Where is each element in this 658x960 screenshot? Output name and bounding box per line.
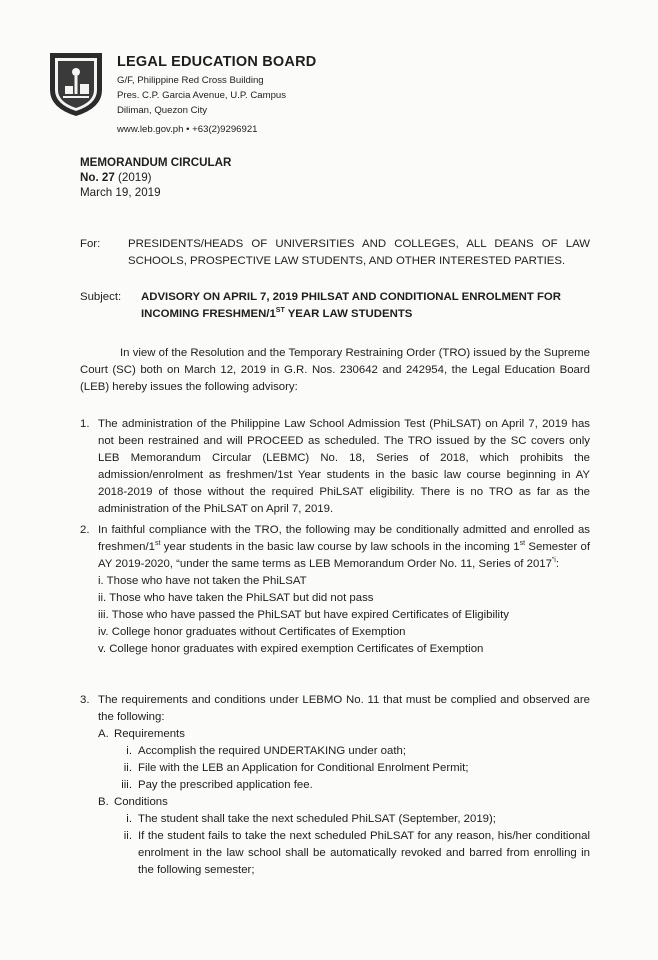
list-text: College honor graduates without Certificates of Exemption xyxy=(111,626,406,638)
group-title: Requirements xyxy=(114,728,185,740)
for-label: For: xyxy=(80,238,101,250)
list-label: iii. xyxy=(98,609,109,621)
for-text: PRESIDENTS/HEADS OF UNIVERSITIES AND COLLEGES, ALL DEANS OF LAW SCHOOLS, PROSPECTIVE LAW STUDENTS, AND OTHER INTERESTED PARTIES. xyxy=(128,238,590,267)
item-text: The requirements and conditions under LEBMO No. 11 that must be complied and observed are the following: xyxy=(98,694,590,723)
advisory-item-1 xyxy=(80,416,590,518)
organization-name: LEGAL EDUCATION BOARD xyxy=(117,54,317,70)
subject-line-2 xyxy=(141,306,590,323)
subject-label: Subject: xyxy=(80,291,122,303)
list-item xyxy=(98,641,590,658)
list-item xyxy=(114,811,590,828)
group-label: B. xyxy=(98,796,109,808)
memo-number-year: (2019) xyxy=(114,171,152,184)
item-text-part: : xyxy=(555,558,560,570)
item-text xyxy=(98,522,590,573)
list-text: Accomplish the required UNDERTAKING under oath; xyxy=(138,745,407,757)
memo-title: MEMORANDUM CIRCULAR xyxy=(80,156,232,169)
memo-number-label: No. 27 xyxy=(80,171,115,184)
superscript: st xyxy=(154,540,161,548)
list-text: Pay the prescribed application fee. xyxy=(138,779,313,791)
list-text: The student shall take the next scheduled PhiLSAT (September, 2019); xyxy=(138,813,496,825)
list-label: iii. xyxy=(121,779,132,791)
list-label: iv. xyxy=(98,626,109,638)
eligible-list xyxy=(98,573,590,658)
item-text: The administration of the Philippine Law School Admission Test (PhiLSAT) on April 7, 2019 has not been restrained and will PROCEED as scheduled. The TRO issued by the SC covers only LEB Memorandum Circular (LEBMC) No. 18, Series of 2018, which prohibits the admission/enrolment as freshmen/1st Year students in the basic law course beginning in AY 2018-2019 of those without the required PhiLSAT eligibility. There is no TRO as far as the administration of the PhiLSAT on April 7, 2019. xyxy=(98,418,590,515)
list-item xyxy=(114,777,590,794)
superscript: st xyxy=(519,540,526,548)
list-text: Those who have passed the PhiLSAT but have expired Certificates of Eligibility xyxy=(111,609,509,621)
address-line: Diliman, Quezon City xyxy=(117,105,208,116)
advisory-item-2 xyxy=(80,522,590,658)
list-text: If the student fails to take the next scheduled PhiLSAT for any reason, his/her conditional enrolment in the law school shall be automatically revoked and barred from enrolling in the following semester; xyxy=(138,830,590,876)
list-item xyxy=(114,828,590,879)
leb-seal-icon xyxy=(47,50,105,118)
list-text: College honor graduates with expired exemption Certificates of Exemption xyxy=(109,643,484,655)
list-label: ii. xyxy=(98,592,107,604)
subject-text xyxy=(141,289,590,323)
item-text-part: In faithful compliance with the TRO, the following may be conditionally admitted and enrolled as freshmen/1 xyxy=(98,524,590,553)
list-label: ii. xyxy=(123,762,132,774)
subject-line-1: ADVISORY ON APRIL 7, 2019 PHILSAT AND CONDITIONAL ENROLMENT FOR xyxy=(141,291,562,303)
for-section xyxy=(80,236,590,270)
list-item xyxy=(98,573,590,590)
list-text: File with the LEB an Application for Conditional Enrolment Permit; xyxy=(138,762,469,774)
item-number: 2. xyxy=(80,524,90,536)
subject-line-2-b: YEAR LAW STUDENTS xyxy=(284,308,413,320)
address-line: G/F, Philippine Red Cross Building xyxy=(117,75,264,86)
list-text: Those who have taken the PhiLSAT but did not pass xyxy=(109,592,374,604)
list-text: Those who have not taken the PhiLSAT xyxy=(106,575,307,587)
conditions-group xyxy=(98,794,590,811)
item-number: 3. xyxy=(80,694,90,706)
address-line: Pres. C.P. Garcia Avenue, U.P. Campus xyxy=(117,90,287,101)
item-text-part: Semester of AY 2019-2020, “under the same terms as LEB Memorandum Order No. 11, Series of 2017 xyxy=(98,541,590,570)
subject-superscript: ST xyxy=(275,307,285,315)
group-title: Conditions xyxy=(114,796,168,808)
list-item xyxy=(98,624,590,641)
list-item xyxy=(114,743,590,760)
subject-section xyxy=(80,289,590,323)
footnote-marker: ”i xyxy=(551,557,556,565)
letterhead xyxy=(47,50,607,150)
requirements-group xyxy=(98,726,590,743)
list-label: v. xyxy=(98,643,107,655)
list-item xyxy=(114,760,590,777)
organization-block xyxy=(117,54,316,137)
advisory-item-3 xyxy=(80,692,590,879)
list-label: i. xyxy=(126,813,132,825)
group-label: A. xyxy=(98,728,109,740)
list-label: i. xyxy=(98,575,104,587)
subject-line-2-a: INCOMING FRESHMEN/1 xyxy=(141,308,276,320)
item-text-part: year students in the basic law course by law schools in the incoming 1 xyxy=(160,541,520,553)
list-item xyxy=(98,607,590,624)
list-item xyxy=(98,590,590,607)
contact-line: www.leb.gov.ph • +63(2)9296921 xyxy=(117,124,258,135)
memo-date: March 19, 2019 xyxy=(80,186,161,199)
memo-heading xyxy=(80,155,231,200)
list-label: i. xyxy=(126,745,132,757)
intro-paragraph: In view of the Resolution and the Temporary Restraining Order (TRO) issued by the Supreme Court (SC) both on March 12, 2019 in G.R. Nos. 230642 and 242954, the Legal Education Board (LEB) hereby issues the following advisory: xyxy=(80,347,590,393)
memo-number xyxy=(80,170,231,185)
list-label: ii. xyxy=(123,830,132,842)
item-number: 1. xyxy=(80,418,90,430)
